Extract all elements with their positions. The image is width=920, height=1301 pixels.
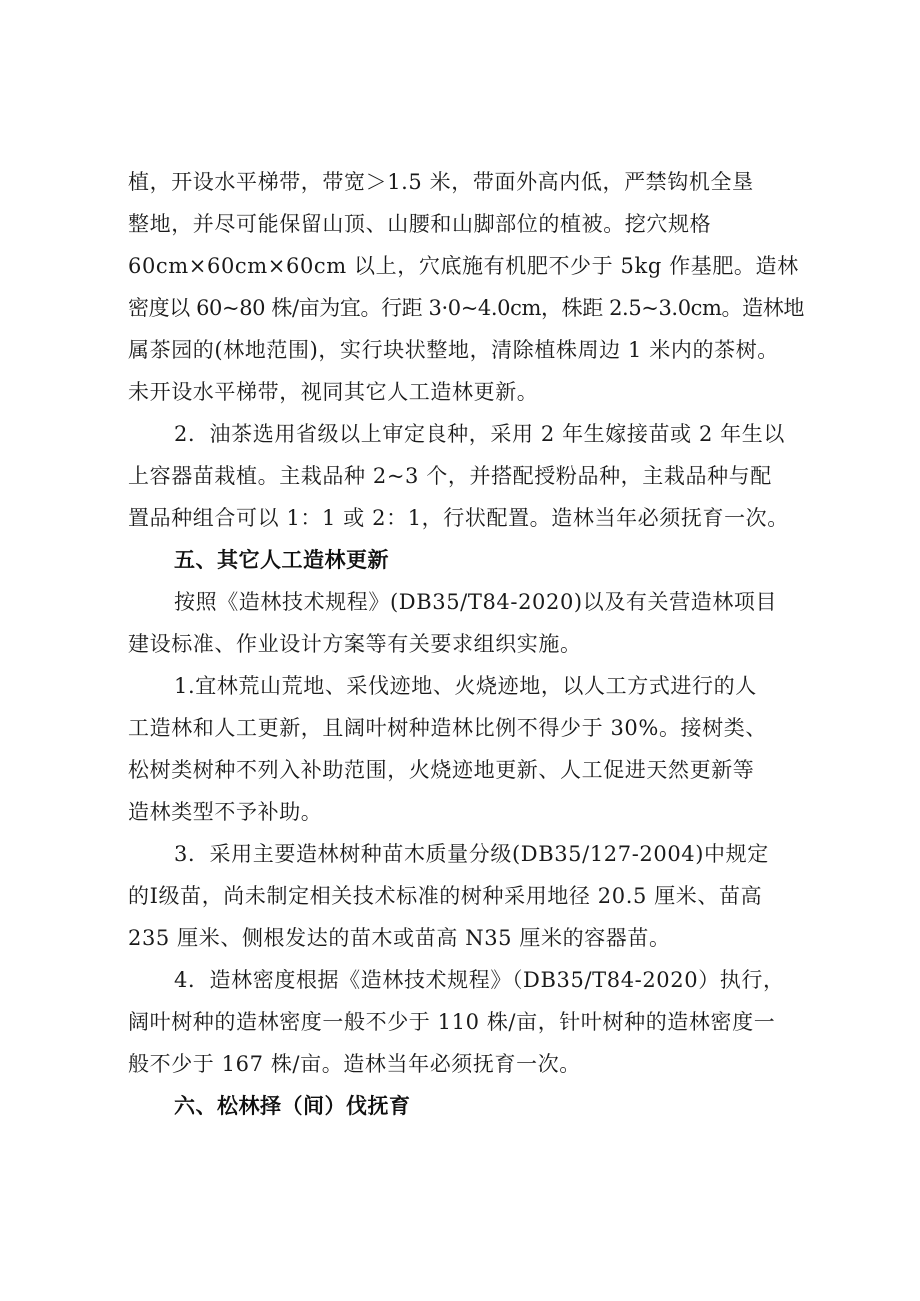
section-heading: 六、松林择（间）伐抚育 (174, 1094, 411, 1118)
text-line: 密度以 60~80 株/亩为宜。行距 3·0~4.0cm，株距 2.5~3.0cm。造林地 (128, 296, 804, 320)
text-line: 植，开设水平梯带，带宽＞1.5 米，带面外高内低，严禁钩机全垦 (128, 170, 754, 194)
text-line: 造林类型不予补助。 (128, 800, 323, 824)
section-heading: 五、其它人工造林更新 (174, 548, 389, 572)
text-line: 60cm×60cm×60cm 以上，穴底施有机肥不少于 5kg 作基肥。造林 (128, 254, 799, 278)
text-line: 工造林和人工更新，且阔叶树种造林比例不得少于 30%。接树类、 (128, 716, 767, 740)
text-line: 松树类树种不列入补助范围，火烧迹地更新、人工促进天然更新等 (128, 758, 755, 782)
text-line: 置品种组合可以 1：1 或 2：1，行状配置。造林当年必须抚育一次。 (128, 506, 789, 530)
text-line: 未开设水平梯带，视同其它人工造林更新。 (128, 380, 539, 404)
text-line: 4．造林密度根据《造林技术规程》（DB35/T84-2020）执行， (174, 968, 785, 992)
text-line: 建设标准、作业设计方案等有关要求组织实施。 (128, 632, 582, 656)
text-line: 般不少于 167 株/亩。造林当年必须抚育一次。 (128, 1052, 581, 1076)
text-line: 属茶园的(林地范围)，实行块状整地，清除植株周边 1 米内的茶树。 (128, 338, 779, 362)
text-line: 1.宜林荒山荒地、采伐迹地、火烧迹地，以人工方式进行的人 (174, 674, 757, 698)
text-line: 2．油茶选用省级以上审定良种，采用 2 年生嫁接苗或 2 年生以 (174, 422, 785, 446)
text-line: 阔叶树种的造林密度一般不少于 110 株/亩，针叶树种的造林密度一 (128, 1010, 776, 1034)
text-line: 的Ⅰ级苗，尚未制定相关技术标准的树种采用地径 20.5 厘米、苗高 (128, 884, 763, 908)
text-line: 按照《造林技术规程》(DB35/T84-2020)以及有关营造林项目 (174, 590, 778, 614)
text-line: 235 厘米、侧根发达的苗木或苗高 N35 厘米的容器苗。 (128, 926, 671, 950)
text-line: 3．采用主要造林树种苗木质量分级(DB35/127-2004)中规定 (174, 842, 769, 866)
text-line: 上容器苗栽植。主栽品种 2~3 个，并搭配授粉品种，主栽品种与配 (128, 464, 772, 488)
text-line: 整地，并尽可能保留山顶、山腰和山脚部位的植被。挖穴规格 (128, 212, 712, 236)
